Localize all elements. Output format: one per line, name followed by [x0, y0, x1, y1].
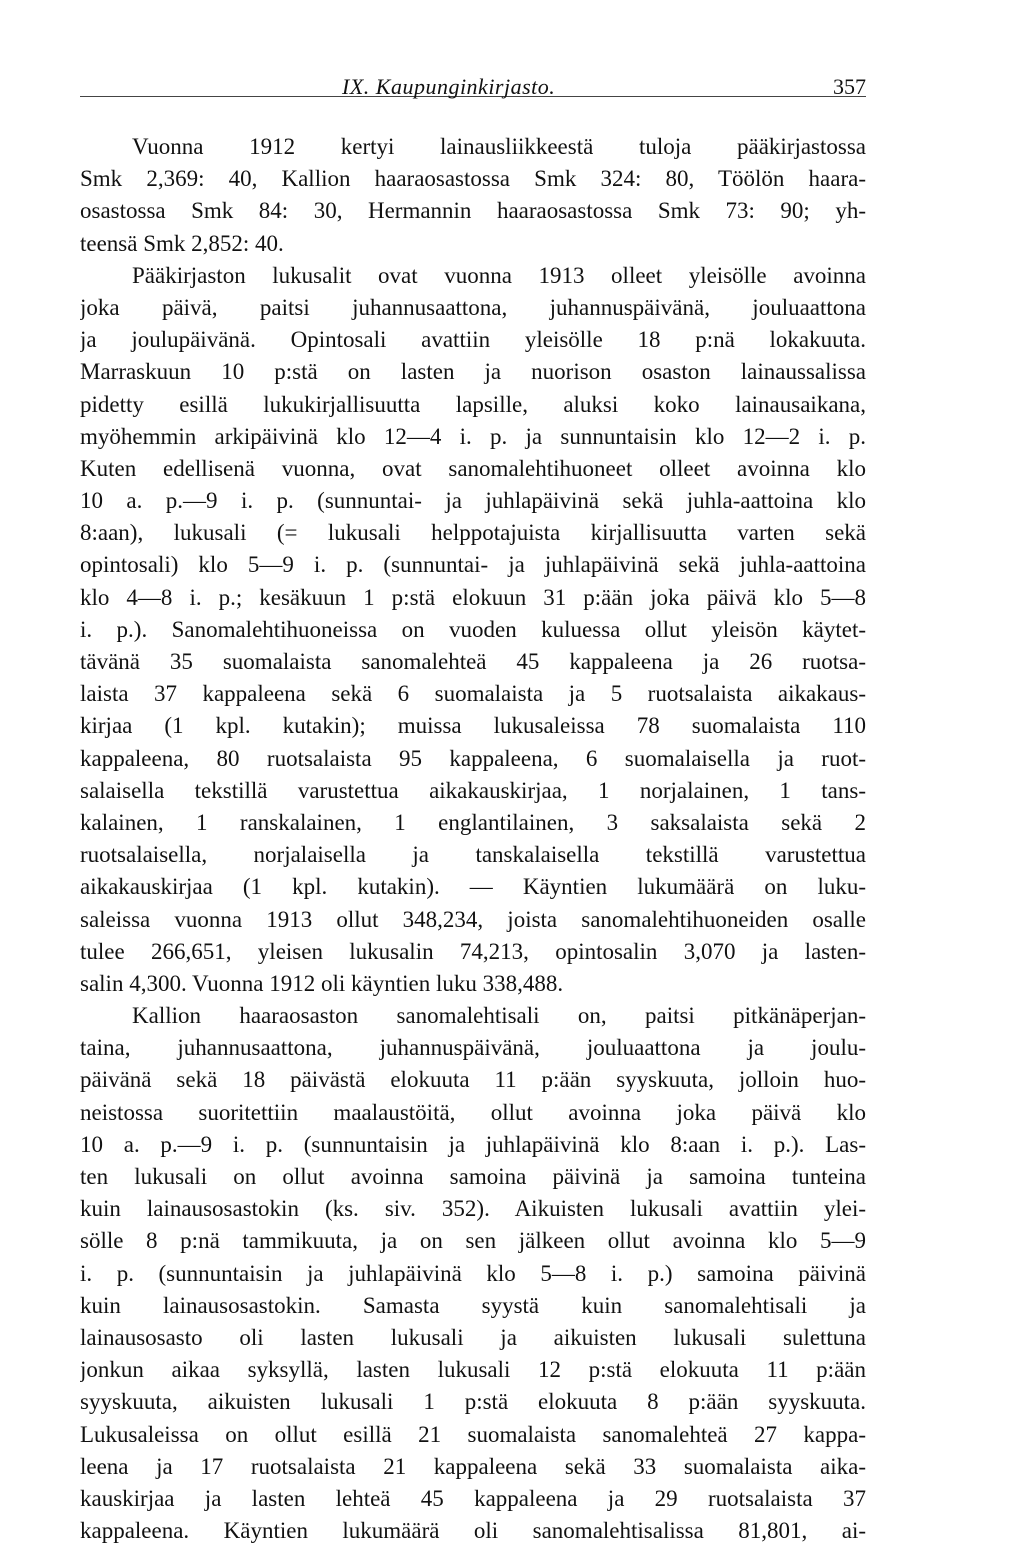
text-line: ja joulupäivänä. Opintosali avattiin yleisölle 18 p:nä lokakuuta.	[80, 327, 866, 353]
text-line: Smk 2,369: 40, Kallion haaraosastossa Smk 324: 80, Töölön haara-	[80, 166, 866, 192]
text-line: kappaleena, 80 ruotsalaista 95 kappaleena, 6 suomalaisella ja ruot-	[80, 745, 866, 771]
text-line: neistossa suoritettiin maalaustöitä, ollut avoinna joka päivä klo	[80, 1099, 866, 1125]
text-line: 10 a. p.—9 i. p. (sunnuntaisin ja juhlapäivinä klo 8:aan i. p.). Las-	[80, 1131, 866, 1157]
text-line: tulee 266,651, yleisen lukusalin 74,213, opintosalin 3,070 ja lasten-	[80, 938, 866, 964]
text-line: Pääkirjaston lukusalit ovat vuonna 1913 olleet yleisölle avoinna	[132, 262, 866, 288]
text-line: leena ja 17 ruotsalaista 21 kappaleena sekä 33 suomalaista aika-	[80, 1453, 866, 1479]
text-line: ten lukusali on ollut avoinna samoina päivinä ja samoina tunteina	[80, 1164, 866, 1189]
text-line: i. p.). Sanomalehtihuoneissa on vuoden kuluessa ollut yleisön käytet-	[80, 616, 866, 642]
text-line: kappaleena. Käyntien lukumäärä oli sanomalehtisalissa 81,801, ai-	[80, 1518, 866, 1544]
page-number: 357	[833, 74, 866, 99]
text-line: klo 4—8 i. p.; kesäkuun 1 p:stä elokuun 31 p:ään joka päivä klo 5—8	[80, 584, 866, 610]
running-header	[80, 66, 866, 97]
text-line: myöhemmin arkipäivinä klo 12—4 i. p. ja sunnuntaisin klo 12—2 i. p.	[80, 423, 866, 449]
text-line: pidetty esillä lukukirjallisuutta lapsille, aluksi koko lainausaikana,	[80, 391, 866, 417]
text-line: syyskuuta, aikuisten lukusali 1 p:stä elokuuta 8 p:ään syyskuuta.	[80, 1389, 866, 1415]
text-line: kalainen, 1 ranskalainen, 1 englantilainen, 3 saksalaista sekä 2	[80, 809, 866, 835]
text-line: Vuonna 1912 kertyi lainausliikkeestä tuloja pääkirjastossa	[132, 134, 866, 159]
text-line: Kallion haaraosaston sanomalehtisali on, paitsi pitkänäperjan-	[132, 1003, 866, 1029]
text-line: i. p. (sunnuntaisin ja juhlapäivinä klo 5—8 i. p.) samoina päivinä	[80, 1260, 866, 1286]
chapter-title: IX. Kaupunginkirjasto.	[342, 74, 556, 99]
text-line: sölle 8 p:nä tammikuuta, ja on sen jälkeen ollut avoinna klo 5—9	[80, 1228, 866, 1254]
text-line: kirjaa (1 kpl. kutakin); muissa lukusaleissa 78 suomalaista 110	[80, 713, 866, 739]
text-line: Lukusaleissa on ollut esillä 21 suomalaista sanomalehteä 27 kappa-	[80, 1421, 866, 1447]
text-line: osastossa Smk 84: 30, Hermannin haaraosastossa Smk 73: 90; yh-	[80, 198, 866, 224]
body-text	[80, 131, 866, 1547]
text-line: salin 4,300. Vuonna 1912 oli käyntien luku 338,488.	[80, 970, 564, 996]
text-line: päivänä sekä 18 päivästä elokuuta 11 p:ään syyskuuta, jolloin huo-	[80, 1067, 866, 1093]
text-line: kuin lainausosastokin (ks. siv. 352). Aikuisten lukusali avattiin ylei-	[80, 1196, 866, 1222]
text-line: jonkun aikaa syksyllä, lasten lukusali 12 p:stä elokuuta 11 p:ään	[80, 1357, 866, 1383]
text-line: aikakauskirjaa (1 kpl. kutakin). — Käyntien lukumäärä on luku-	[80, 874, 866, 900]
text-line: laista 37 kappaleena sekä 6 suomalaista ja 5 ruotsalaista aikakaus-	[80, 681, 866, 707]
text-line: Marraskuun 10 p:stä on lasten ja nuorison osaston lainaussalissa	[80, 359, 866, 385]
text-line: kauskirjaa ja lasten lehteä 45 kappaleena ja 29 ruotsalaista 37	[80, 1485, 866, 1511]
book-page	[80, 66, 866, 1547]
text-line: kuin lainausosastokin. Samasta syystä kuin sanomalehtisali ja	[80, 1292, 866, 1318]
text-line: Kuten edellisenä vuonna, ovat sanomalehtihuoneet olleet avoinna klo	[80, 455, 866, 481]
text-line: teensä Smk 2,852: 40.	[80, 230, 284, 256]
text-line: tävänä 35 suomalaista sanomalehteä 45 kappaleena ja 26 ruotsa-	[80, 649, 866, 674]
text-line: saleissa vuonna 1913 ollut 348,234, joista sanomalehtihuoneiden osalle	[80, 906, 866, 932]
text-line: 10 a. p.—9 i. p. (sunnuntai- ja juhlapäivinä sekä juhla-aattoina klo	[80, 488, 866, 514]
text-line: joka päivä, paitsi juhannusaattona, juhannuspäivänä, jouluaattona	[80, 294, 866, 320]
text-line: salaisella tekstillä varustettua aikakauskirjaa, 1 norjalainen, 1 tans-	[80, 777, 866, 803]
text-line: 8:aan), lukusali (= lukusali helppotajuista kirjallisuutta varten sekä	[80, 520, 866, 546]
text-line: taina, juhannusaattona, juhannuspäivänä, jouluaattona ja joulu-	[80, 1035, 866, 1061]
text-line: ruotsalaisella, norjalaisella ja tanskalaisella tekstillä varustettua	[80, 842, 866, 868]
text-line: opintosali) klo 5—9 i. p. (sunnuntai- ja juhlapäivinä sekä juhla-aattoina	[80, 552, 866, 578]
text-line: lainausosasto oli lasten lukusali ja aikuisten lukusali sulettuna	[80, 1324, 866, 1350]
